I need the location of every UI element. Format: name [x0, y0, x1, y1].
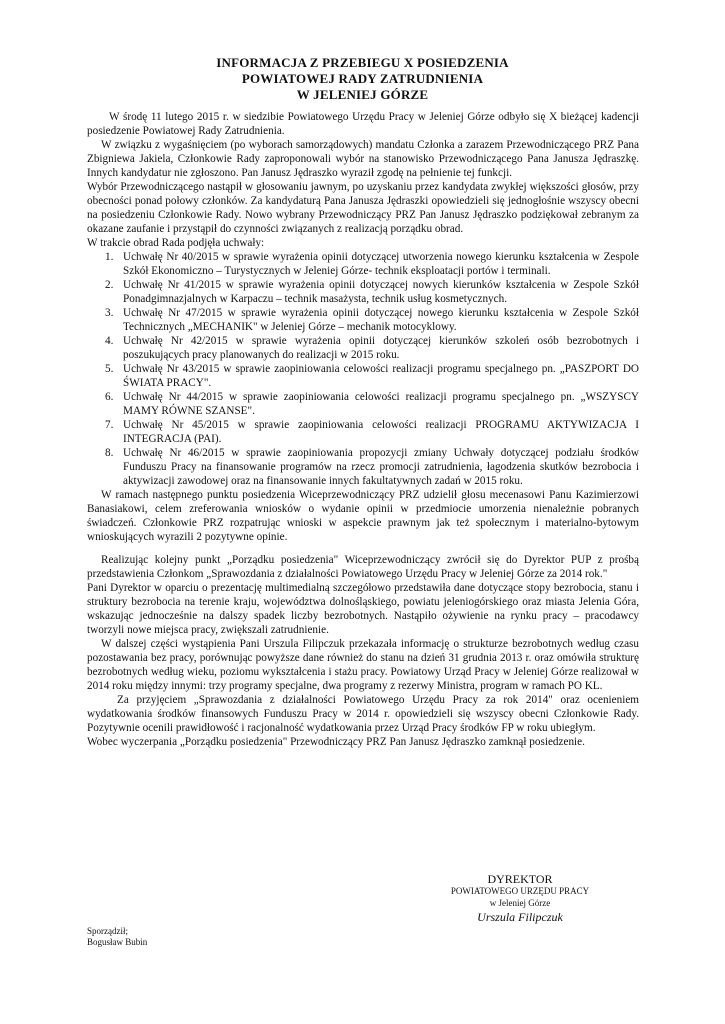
title-line-3: W JELENIEJ GÓRZE — [296, 87, 429, 102]
title-line-2: POWIATOWEJ RADY ZATRUDNIENIA — [241, 71, 484, 86]
resolutions-intro: W trakcie obrad Rada podjęła uchwały: — [87, 237, 265, 249]
list-item-text: Uchwałę Nr 45/2015 w sprawie zaopiniowania celowości realizacji PROGRAMU AKTYWIZACJA I INTEGRACJA (PAI). — [123, 419, 639, 445]
document-body — [87, 110, 639, 749]
election-paragraph: Wybór Przewodniczącego nastąpił w głosowaniu jawnym, po uzyskaniu przez kandydata zwykłej większości głosów, przy obecności ponad połowy członków. Za kandydaturą Pana Janusza Jędraszki opowiedzieli się jednogłośnie wszyscy obecni na posiedzeniu Członkowie Rady. Nowo wybrany Przewodniczący PRZ Pan Janusz Jędraszko podziękował zebranym za okazane zaufanie i przystąpił do czynności związanych z realizacją porządku obrad. — [87, 181, 639, 235]
list-item — [87, 250, 639, 278]
signature-office: POWIATOWEGO URZĘDU PRACY — [450, 886, 590, 896]
closing-paragraph: Wobec wyczerpania „Porządku posiedzenia" Przewodniczący PRZ Pan Janusz Jędraszko zamknął posiedzenie. — [87, 736, 585, 748]
list-item — [87, 306, 639, 334]
list-item-text: Uchwałę Nr 41/2015 w sprawie wyrażenia opinii dotyczącej nowych kierunków kształcenia w Zespole Szkół Ponadgimnazjalnych w Karpaczu – technik masażysta, technik usług kosmetycznych. — [123, 279, 639, 305]
report-paragraph: Za przyjęciem „Sprawozdania z działalności Powiatowego Urzędu Pracy za rok 2014" oraz ocenieniem wydatkowania środków finansowych Funduszu Pracy w 2014 r. opowiedzieli się wszyscy obecni Członkowie Rady. Pozytywnie ocenili prawidłowość i racjonalność wydatkowania przez Urząd Pracy środków FP w roku ubiegłym. — [87, 694, 639, 734]
list-item-text: Uchwałę Nr 44/2015 w sprawie zaopiniowania celowości realizacji programu specjalnego pn. „WSZYSCY MAMY RÓWNE SZANSE". — [123, 391, 639, 417]
intro-paragraph: W środę 11 lutego 2015 r. w siedzibie Powiatowego Urzędu Pracy w Jeleniej Górze odbyło się X bieżącej kadencji posiedzenie Powiatowej Rady Zatrudnienia. — [87, 111, 639, 137]
applications-paragraph: W ramach następnego punktu posiedzenia Wiceprzewodniczący PRZ udzielił głosu mecenasowi Panu Kazimierzowi Banasiakowi, celem zreferowania wniosków o wydanie opinii w przedmiocie umorzenia nienależnie pobranych świadczeń. Członkowie PRZ rozpatrując wnioski w aspekcie prawnym jak też społecznym i materialno-bytowym wnioskujących wyrazili 2 pozytywne opinie. — [87, 489, 639, 543]
prepared-by-name: Bogusław Bubin — [87, 937, 148, 947]
list-item-text: Uchwałę Nr 40/2015 w sprawie wyrażenia opinii dotyczącej utworzenia nowego kierunku kształcenia w Zespole Szkół Ekonomiczno – Turystycznych w Jeleniej Górze- technik eksploatacji portów i terminali. — [123, 251, 639, 277]
structure-paragraph: W dalszej części wystąpienia Pani Urszula Filipczuk przekazała informację o strukturze bezrobotnych według czasu pozostawania bez pracy, porównując powyższe dane również do stanu na dzień 31 grudnia 2013 r. oraz omówiła strukturę bezrobotnych według wieku, poziomu wykształcenia i stażu pracy. Powiatowy Urząd Pracy w Jeleniej Górze realizował w 2014 roku między innymi: trzy programy specjalne, dwa programy z rezerwy Ministra, program w ramach PO KL. — [87, 638, 639, 692]
list-item-number: 3. — [105, 307, 114, 319]
director-paragraph: Pani Dyrektor w oparciu o prezentację multimedialną szczegółowo przedstawiła dane dotyczące stopy bezrobocia, stanu i struktury bezrobocia na terenie kraju, województwa dolnośląskiego, powiatu jeleniogórskiego oraz miasta Jelenia Góra, wskazując jednocześnie na dalszy spadek liczby bezrobotnych. Nastąpiło ożywienie na rynku pracy – pracodawcy tworzyli nowe miejsca pracy, zwiększali zatrudnienie. — [87, 582, 639, 636]
title-line-1: INFORMACJA Z PRZEBIEGU X POSIEDZENIA — [216, 55, 509, 70]
list-item-number: 5. — [105, 363, 114, 375]
mandate-paragraph: W związku z wygaśnięciem (po wyborach samorządowych) mandatu Członka a zarazem Przewodniczącego PRZ Pana Zbigniewa Jakiela, Członkowie Rady zaproponowali wybór na stanowisko Przewodniczącego Pana Janusza Jędraszkę. Innych kandydatur nie zgłoszono. Pan Janusz Jędraszko wyraził zgodę na pełnienie tej funkcji. — [87, 139, 639, 179]
list-item — [87, 446, 639, 488]
list-item-number: 1. — [105, 251, 114, 263]
list-item-text: Uchwałę Nr 42/2015 w sprawie wyrażenia opinii dotyczącej kierunków szkoleń osób bezrobotnych i poszukujących pracy planowanych do realizacji w 2015 roku. — [123, 335, 639, 361]
signature-location: w Jeleniej Górze — [489, 898, 551, 908]
list-item-text: Uchwałę Nr 43/2015 w sprawie zaopiniowania celowości realizacji programu specjalnego pn. „PASZPORT DO ŚWIATA PRACY". — [123, 363, 639, 389]
spacer — [87, 544, 639, 553]
list-item-text: Uchwałę Nr 46/2015 w sprawie zaopiniowania propozycji zmiany Uchwały dotyczącej podziału środków Funduszu Pracy na finansowanie programów na rzecz promocji zatrudnienia, łagodzenia skutków bezrobocia i aktywizacji zawodowej oraz na finansowanie innych fakultatywnych zadań w 2015 roku. — [123, 447, 639, 487]
list-item — [87, 278, 639, 306]
list-item-text: Uchwałę Nr 47/2015 w sprawie wyrażenia opinii dotyczącej nowego kierunku kształcenia w Zespole Szkół Technicznych „MECHANIK" w Jeleniej Górze – mechanik motocyklowy. — [123, 307, 639, 333]
list-item — [87, 390, 639, 418]
list-item-number: 6. — [105, 391, 114, 403]
list-item — [87, 418, 639, 446]
list-item-number: 4. — [105, 335, 114, 347]
list-item-number: 2. — [105, 279, 114, 291]
list-item-number: 8. — [105, 447, 114, 459]
prepared-by-label: Sporządził; — [87, 926, 128, 936]
signature-role: DYREKTOR — [487, 872, 553, 886]
agenda-paragraph: Realizując kolejny punkt „Porządku posiedzenia" Wiceprzewodniczący zwrócił się do Dyrektor PUP z prośbą przedstawienia Członkom „Sprawozdania z działalności Powiatowego Urzędu Pracy w Jeleniej Górze za 2014 rok." — [87, 554, 639, 580]
list-item-number: 7. — [105, 419, 114, 431]
list-item — [87, 362, 639, 390]
signature-name: Urszula Filipczuk — [477, 910, 563, 924]
resolutions-list — [87, 250, 639, 488]
list-item — [87, 334, 639, 362]
